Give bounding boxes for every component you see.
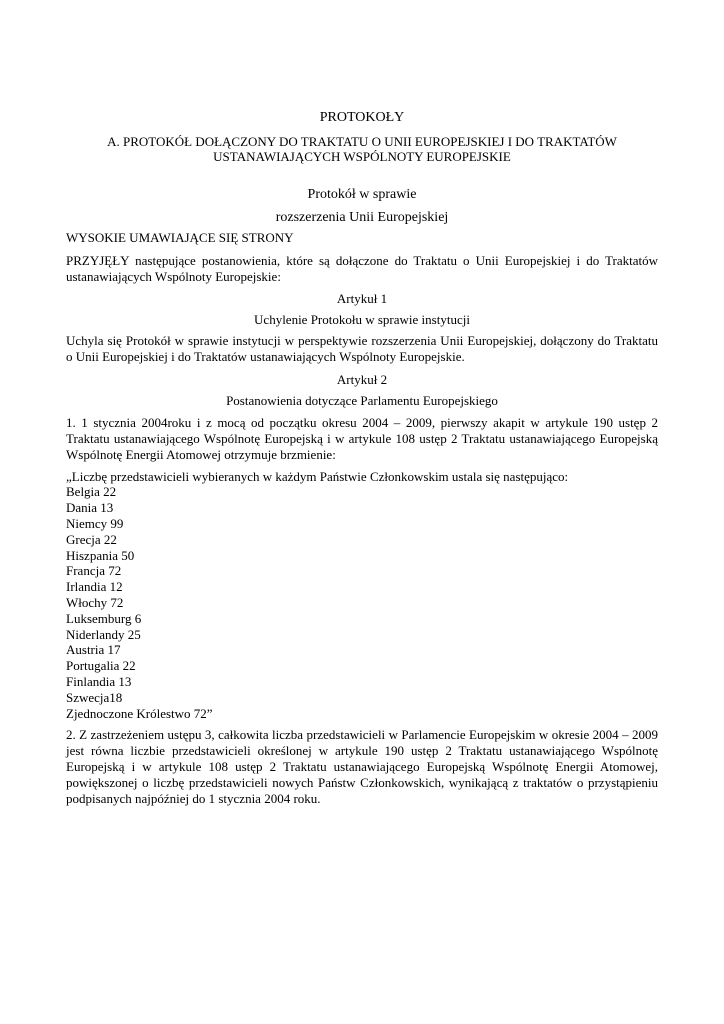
list-item: Niderlandy 25 xyxy=(66,626,141,642)
list-item: Belgia 22 xyxy=(66,484,117,500)
article-1-title: Uchylenie Protokołu w sprawie instytucji xyxy=(254,312,470,328)
article-2-heading: Artykuł 2 xyxy=(336,371,388,387)
article-2-title: Postanowienia dotyczące Parlamentu Europejskiego xyxy=(226,393,498,409)
country-list xyxy=(66,484,658,721)
list-item: Szwecja18 xyxy=(66,689,123,705)
list-item: Zjednoczone Królestwo 72” xyxy=(66,705,213,721)
subtitle-line-1: A. PROTOKÓŁ DOŁĄCZONY DO TRAKTATU O UNII EUROPEJSKIEJ I DO TRAKTATÓW xyxy=(107,134,617,149)
list-item: Hiszpania 50 xyxy=(66,547,135,563)
main-title: PROTOKOŁY xyxy=(319,110,405,125)
list-item: Portugalia 22 xyxy=(66,658,136,674)
list-item: Austria 17 xyxy=(66,642,121,658)
protocol-title-line-2: rozszerzenia Unii Europejskiej xyxy=(275,210,449,225)
article-2-paragraph-1: 1. 1 stycznia 2004roku i z mocą od początku okresu 2004 – 2009, pierwszy akapit w artykule 190 ustęp 2 Traktatu ustanawiającego Wspólnotę Europejską i w artykule 108 ustęp 2 Traktatu ustanawiającego Europejską Wspólnotę Energii Atomowej otrzymuje brzmienie: xyxy=(66,415,658,462)
list-item: Włochy 72 xyxy=(66,594,124,610)
agreed-paragraph: PRZYJĘŁY następujące postanowienia, które są dołączone do Traktatu o Unii Europejskiej i do Traktatów ustanawiających Wspólnoty Europejskie: xyxy=(66,252,658,284)
list-item: Niemcy 99 xyxy=(66,515,124,531)
subtitle-line-2: USTANAWIAJĄCYCH WSPÓLNOTY EUROPEJSKIE xyxy=(213,148,511,164)
list-item: Dania 13 xyxy=(66,500,114,516)
list-item: Finlandia 13 xyxy=(66,673,132,689)
parties-heading: WYSOKIE UMAWIAJĄCE SIĘ STRONY xyxy=(66,230,294,245)
article-2-paragraph-2: 2. Z zastrzeżeniem ustępu 3, całkowita liczba przedstawicieli w Parlamencie Europejskim w okresie 2004 – 2009 jest równa liczbie przedstawicieli określonej w artykule 190 ustęp 2 Traktatu ustanawiającego Wspólnotę Europejską i w artykule 108 ustęp 2 Traktatu ustanawiającego Europejską Wspólnotę Energii Atomowej, powiększonej o liczbę przedstawicieli nowych Państw Członkowskich, wynikającą z traktatów o przystąpieniu podpisanych najpóźniej do 1 stycznia 2004 roku. xyxy=(66,727,658,806)
article-1-heading: Artykuł 1 xyxy=(336,291,388,307)
list-item: Grecja 22 xyxy=(66,531,117,547)
list-item: Francja 72 xyxy=(66,563,122,579)
document-page xyxy=(66,110,658,806)
article-1-text: Uchyla się Protokół w sprawie instytucji w perspektywie rozszerzenia Unii Europejskiej, dołączony do Traktatu o Unii Europejskiej i do Traktatów ustanawiających Wspólnoty Europejskie. xyxy=(66,332,658,364)
quote-intro: „Liczbę przedstawicieli wybieranych w każdym Państwie Członkowskim ustala się następująco: xyxy=(66,468,569,484)
list-item: Luksemburg 6 xyxy=(66,610,142,626)
protocol-title-line-1: Protokół w sprawie xyxy=(307,187,417,202)
list-item: Irlandia 12 xyxy=(66,579,123,595)
